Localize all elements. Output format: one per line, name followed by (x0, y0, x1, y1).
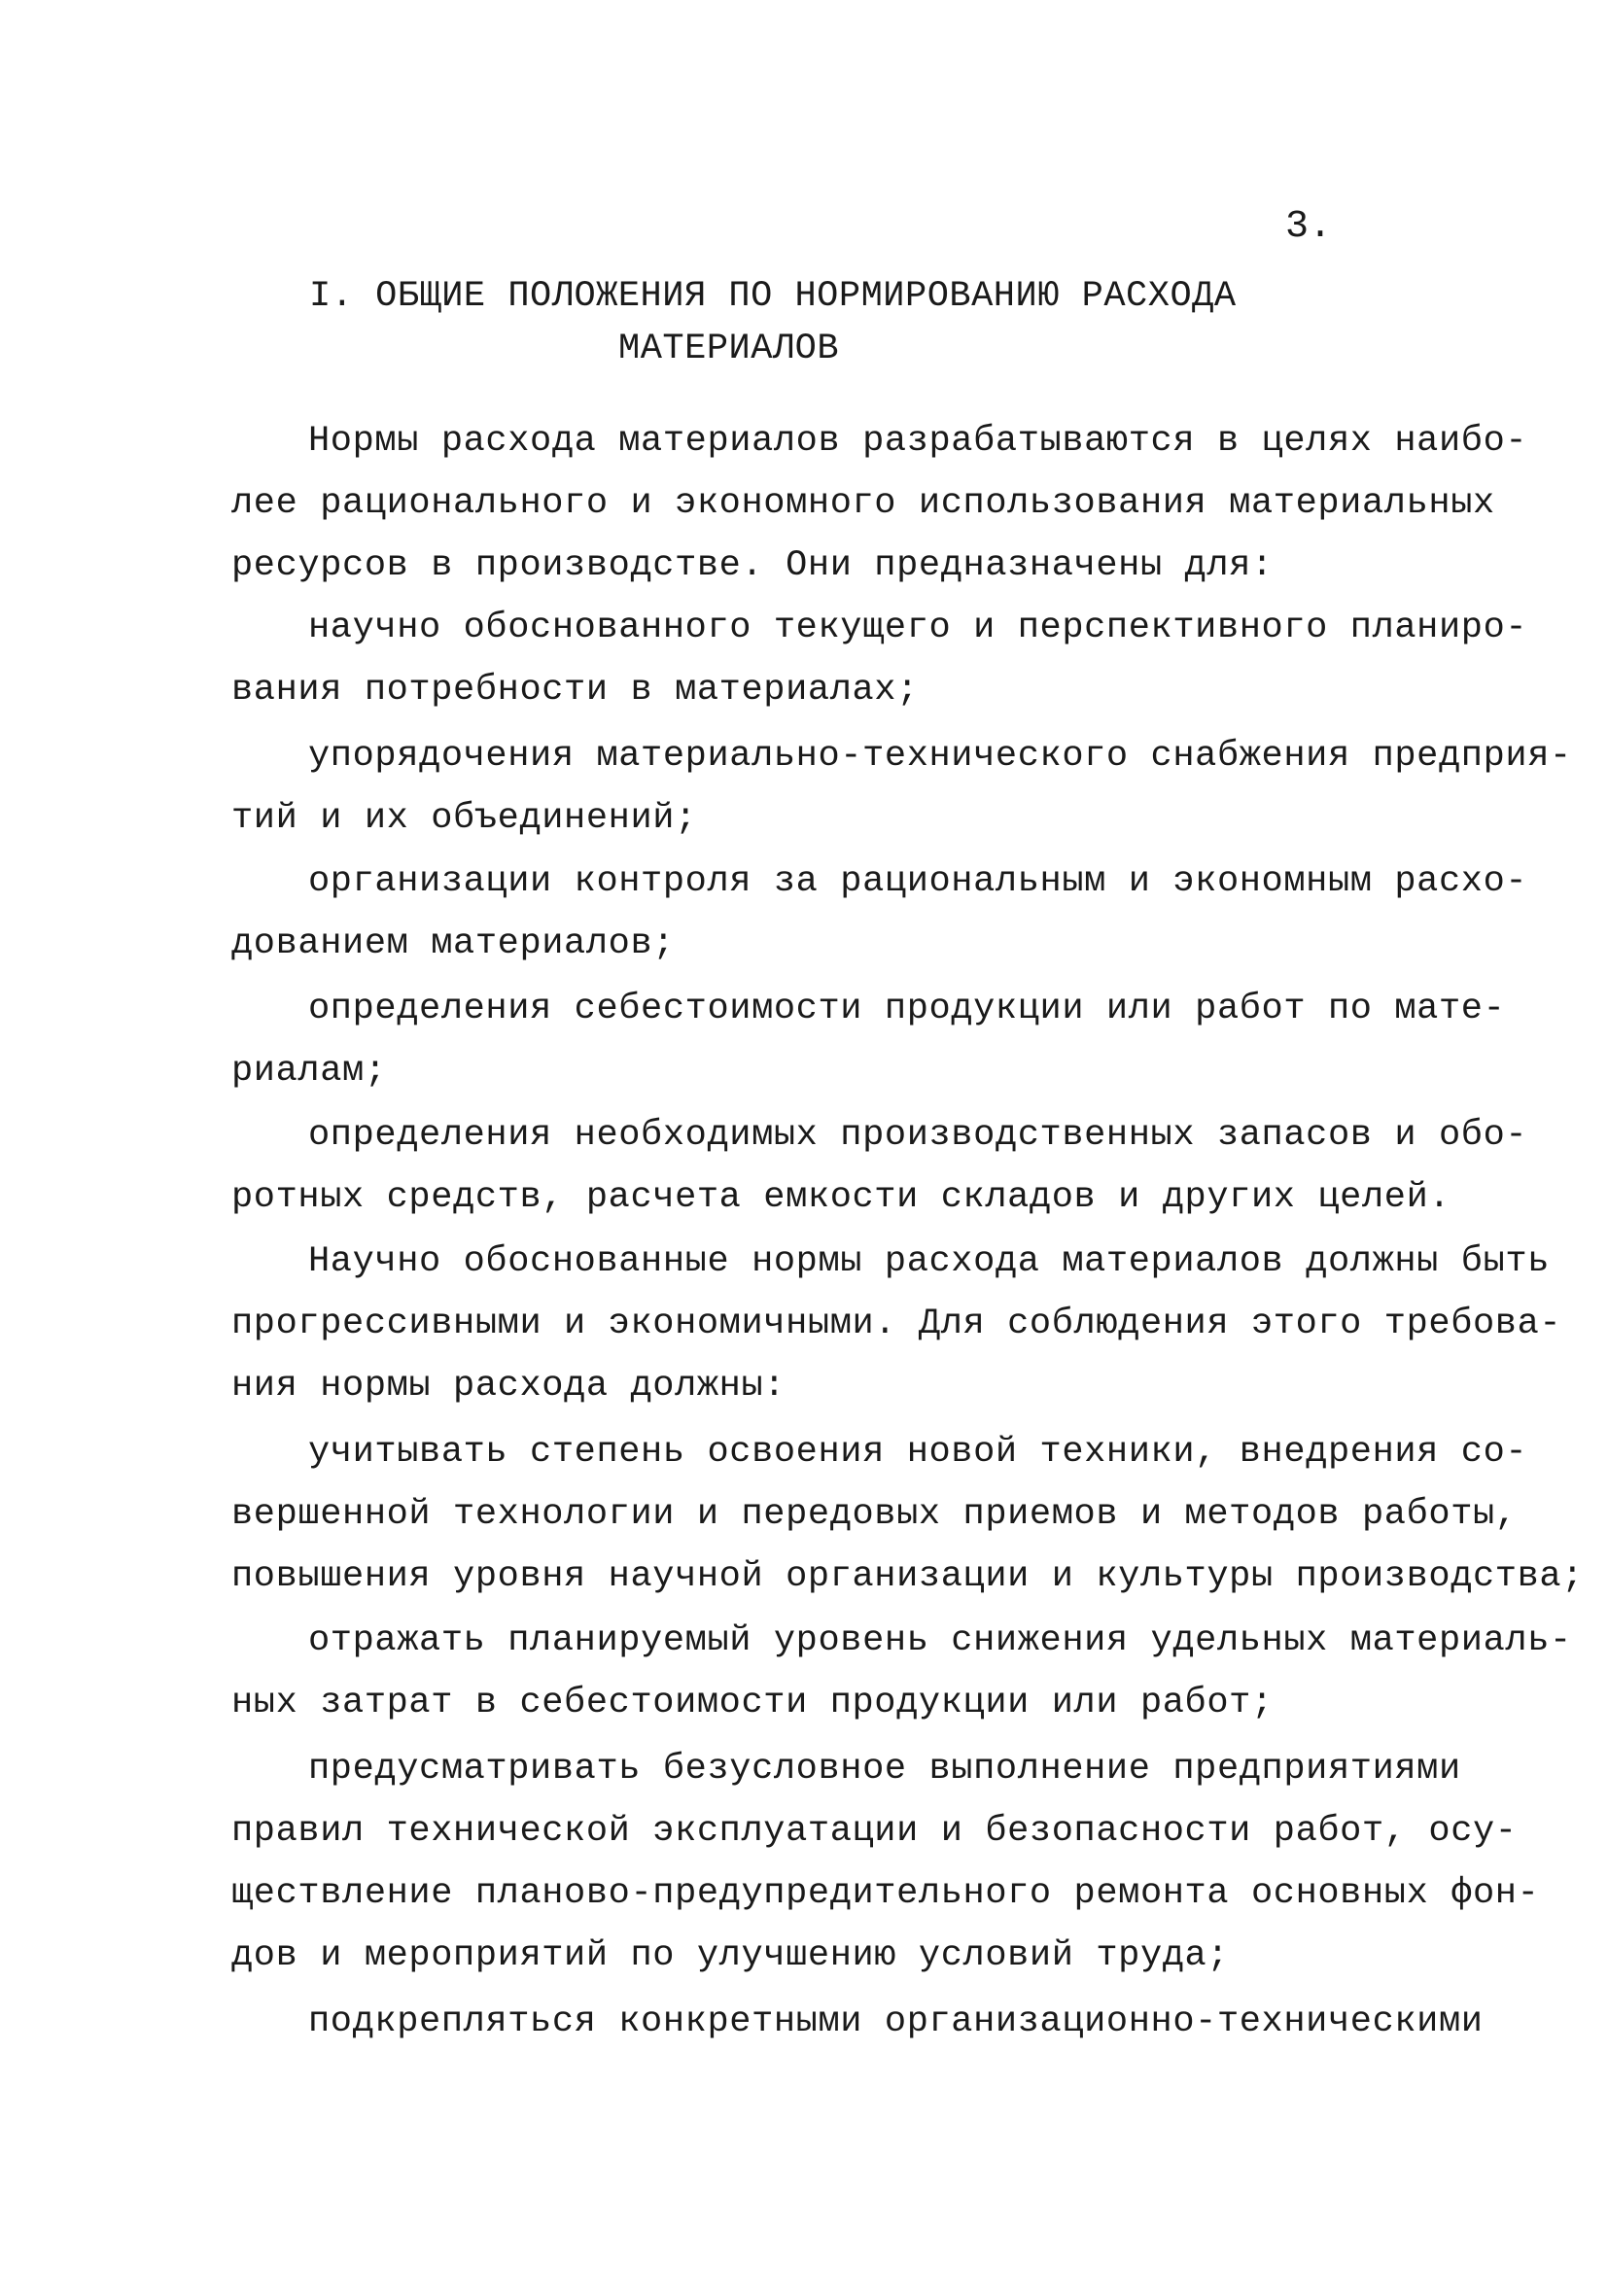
text-line: вания потребности в материалах; (231, 670, 919, 711)
text-line: научно обоснованного текущего и перспективного планиро- (308, 608, 1528, 648)
text-line: повышения уровня научной организации и культуры производства; (231, 1556, 1585, 1597)
text-line: ществление планово-предупредительного ремонта основных фон- (231, 1873, 1540, 1914)
text-line: тий и их объединений; (231, 798, 697, 839)
text-line: учитывать степень освоения новой техники, внедрения со- (308, 1432, 1528, 1473)
text-line: дованием материалов; (231, 923, 676, 964)
text-line: ресурсов в производстве. Они предназначены для: (231, 545, 1274, 586)
text-line: дов и мероприятий по улучшению условий труда; (231, 1935, 1230, 1976)
page-number: 3. (1285, 205, 1333, 249)
text-line: определения себестоимости продукции или работ по мате- (308, 989, 1506, 1029)
text-line: ротных средств, расчета емкости складов и других целей. (231, 1177, 1451, 1218)
text-line: лее рационального и экономного использования материальных (231, 483, 1495, 524)
text-line: подкрепляться конкретными организационно-техническими (308, 2001, 1484, 2042)
text-line: риалам; (231, 1051, 387, 1092)
text-line: Научно обоснованные нормы расхода материалов должны быть (308, 1241, 1551, 1282)
text-line: ния нормы расхода должны: (231, 1366, 787, 1407)
text-line: вершенной технологии и передовых приемов и методов работы, (231, 1494, 1518, 1535)
text-line: Нормы расхода материалов разрабатываются в целях наибо- (308, 421, 1528, 462)
text-line: организации контроля за рациональным и экономным расхо- (308, 861, 1528, 902)
section-heading-line-2: МАТЕРИАЛОВ (618, 329, 840, 369)
text-line: прогрессивными и экономичными. Для соблюдения этого требова- (231, 1304, 1562, 1344)
text-line: упорядочения материально-технического снабжения предприя- (308, 736, 1572, 777)
section-heading-line-1: I. ОБЩИЕ ПОЛОЖЕНИЯ ПО НОРМИРОВАНИЮ РАСХОДА (309, 276, 1237, 317)
text-line: определения необходимых производственных запасов и обо- (308, 1115, 1528, 1156)
text-line: предусматривать безусловное выполнение предприятиями (308, 1749, 1461, 1790)
text-line: ных затрат в себестоимости продукции или работ; (231, 1683, 1274, 1723)
text-line: правил технической эксплуатации и безопасности работ, осу- (231, 1811, 1518, 1852)
section-heading (0, 270, 1237, 375)
text-line: отражать планируемый уровень снижения удельных материаль- (308, 1620, 1572, 1661)
